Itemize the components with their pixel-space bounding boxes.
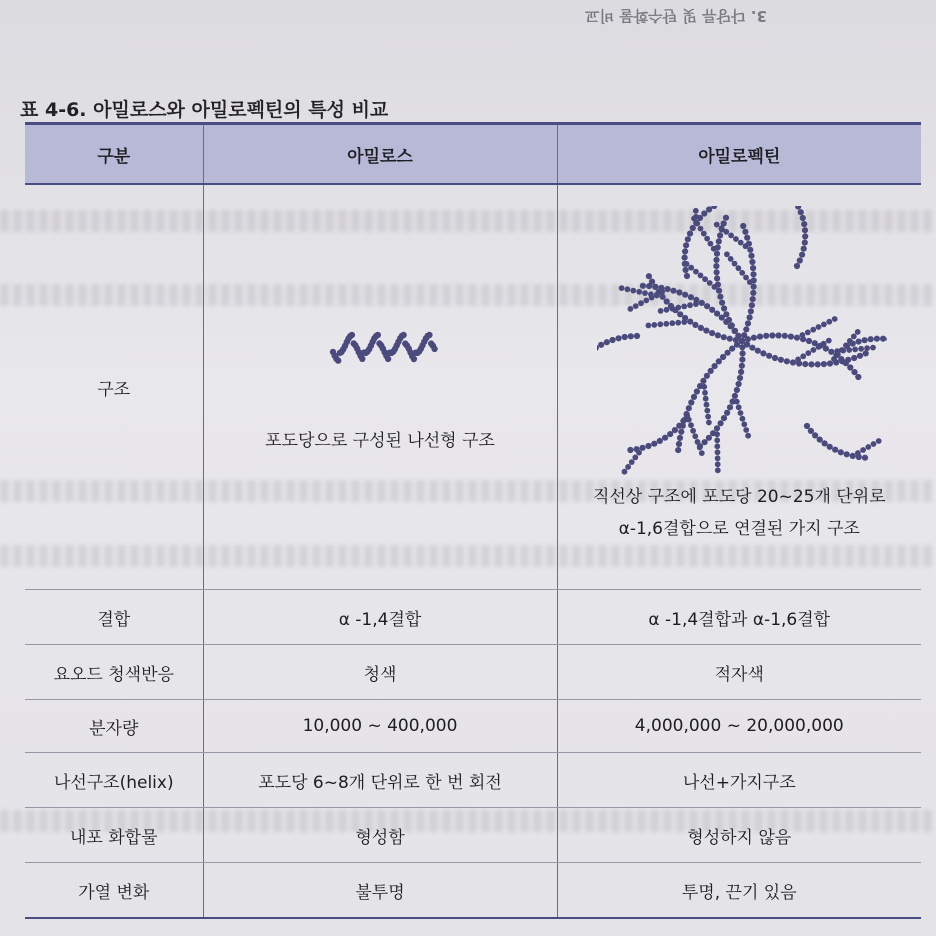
table-row [25,645,921,700]
header-amylopectin: 아밀로펙틴 [557,124,921,185]
amylose-cell: α -1,4결합 [203,590,557,645]
amylopectin-structure-text-line2: α-1,6결합으로 연결된 가지 구조 [618,519,860,539]
amylose-structure-text: 포도당으로 구성된 나선형 구조 [265,431,495,451]
table-row [25,863,921,919]
amylopectin-cell: 나선+가지구조 [557,753,921,808]
amylose-cell: 청색 [203,645,557,700]
amylose-helix-illustration [327,326,447,376]
amylopectin-cell: α -1,4결합과 α-1,6결합 [557,590,921,645]
table-row [25,808,921,863]
row-label: 가열 변화 [25,863,203,919]
amylopectin-cell: 형성하지 않음 [557,808,921,863]
page-header: 3. 다당류 및 탄수화물 비교 [585,7,767,25]
amylose-cell: 포도당 6~8개 단위로 한 번 회전 [203,753,557,808]
amylose-cell: 10,000 ~ 400,000 [203,700,557,753]
amylopectin-cell: 4,000,000 ~ 20,000,000 [557,700,921,753]
amylopectin-cell: 투명, 끈기 있음 [557,863,921,919]
row-label-structure: 구조 [25,184,203,590]
amylopectin-branch-illustration [597,206,887,476]
table-row [25,753,921,808]
table-row [25,590,921,645]
amylopectin-cell: 적자색 [557,645,921,700]
row-label: 요오드 청색반응 [25,645,203,700]
header-amylose: 아밀로스 [203,124,557,185]
structure-row [25,184,921,590]
row-label: 결합 [25,590,203,645]
amylopectin-structure-cell [557,184,921,590]
comparison-table [25,122,921,919]
row-label: 나선구조(helix) [25,753,203,808]
table-row [25,700,921,753]
comparison-table-container [25,122,921,919]
table-header-row [25,124,921,185]
amylose-cell: 불투명 [203,863,557,919]
table-caption: 표 4-6. 아밀로스와 아밀로펙틴의 특성 비교 [20,99,389,121]
amylopectin-structure-text-line1: 직선상 구조에 포도당 20~25개 단위로 [592,487,886,507]
row-label: 내포 화합물 [25,808,203,863]
row-label: 분자량 [25,700,203,753]
amylose-structure-cell [203,184,557,590]
header-category: 구분 [25,124,203,185]
amylose-cell: 형성함 [203,808,557,863]
